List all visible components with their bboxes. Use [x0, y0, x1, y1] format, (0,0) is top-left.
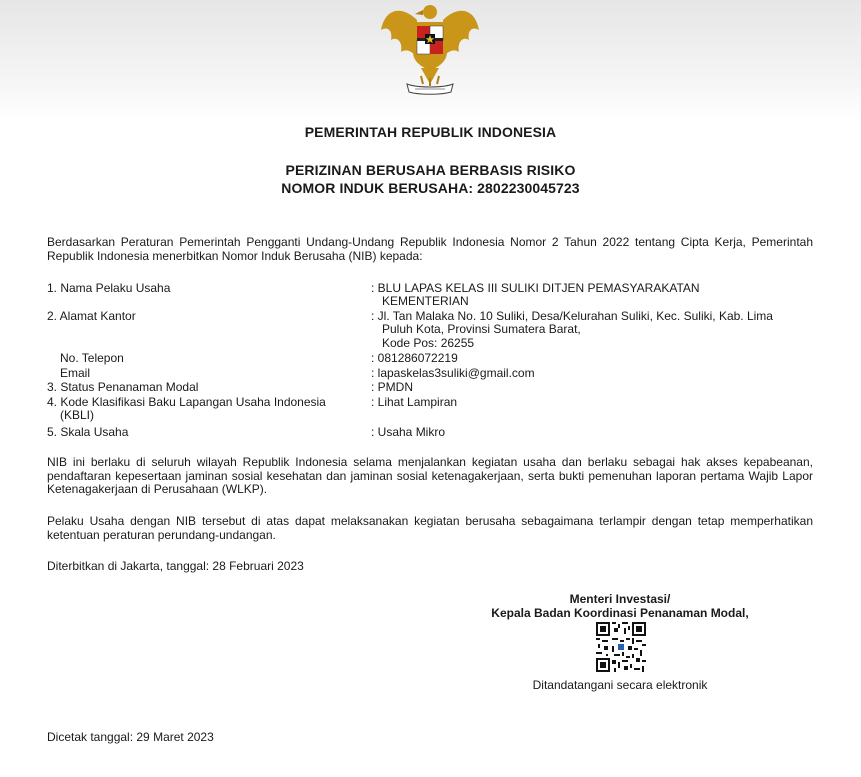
validity-paragraph: NIB ini berlaku di seluruh wilayah Republik Indonesia selama menjalankan kegiatan usaha dan berlaku sebagai hak akses kepabeanan, pendaftaran kepesertaan jaminan sosial kesehatan dan jaminan sosial ketenagakerjaan, serta bukti pemenuhan laporan pertama Wajib Lapor Ketenagakerjaan di Perusahaan (WLKP). — [47, 455, 813, 496]
postal-code-value: Kode Pos: 26255 — [382, 336, 475, 350]
garuda-pancasila-emblem — [377, 0, 483, 100]
nib-number: NOMOR INDUK BERUSAHA: 2802230045723 — [281, 180, 580, 196]
electronic-signature-note: Ditandatangani secara elektronik — [532, 678, 708, 692]
issued-date: Diterbitkan di Jakarta, tanggal: 28 Februari 2023 — [47, 559, 304, 573]
email-label: Email — [60, 366, 91, 380]
printed-date: Dicetak tanggal: 29 Maret 2023 — [47, 730, 214, 744]
business-scale-value: : Usaha Mikro — [371, 425, 446, 439]
intro-paragraph: Berdasarkan Peraturan Pemerintah Pengganti Undang-Undang Republik Indonesia Nomor 2 Tahun 2022 tentang Cipta Kerja, Pemerintah Republik Indonesia menerbitkan Nomor Induk Berusaha (NIB) kepada: — [47, 235, 813, 263]
business-name-value: : BLU LAPAS KELAS III SULIKI DITJEN PEMASYARAKATAN — [371, 281, 700, 295]
office-address-value-line2: Puluh Kota, Provinsi Sumatera Barat, — [382, 322, 581, 336]
kbli-value: : Lihat Lampiran — [371, 395, 458, 409]
permit-title: PERIZINAN BERUSAHA BERBASIS RISIKO — [285, 162, 576, 178]
kbli-label: 4. Kode Klasifikasi Baku Lapangan Usaha Indonesia — [47, 395, 326, 409]
signatory-title-line2: Kepala Badan Koordinasi Penanaman Modal, — [491, 606, 749, 620]
activity-paragraph: Pelaku Usaha dengan NIB tersebut di atas dapat melaksanakan kegiatan berusaha sebagaimana terlampir dengan tetap memperhatikan ketentuan peraturan perundang-undangan. — [47, 514, 813, 542]
signature-qr-code — [596, 622, 646, 672]
business-name-value-line2: KEMENTERIAN — [382, 294, 469, 308]
office-address-label: 2. Alamat Kantor — [47, 309, 136, 323]
phone-value: : 081286072219 — [371, 351, 458, 365]
kbli-label-line2: (KBLI) — [60, 408, 95, 422]
phone-label: No. Telepon — [60, 351, 124, 365]
signatory-title-line1: Menteri Investasi/ — [569, 592, 671, 606]
email-value: : lapaskelas3suliki@gmail.com — [371, 366, 535, 380]
office-address-value: : Jl. Tan Malaka No. 10 Suliki, Desa/Kelurahan Suliki, Kec. Suliki, Kab. Lima — [371, 309, 773, 323]
investment-status-label: 3. Status Penanaman Modal — [47, 380, 199, 394]
investment-status-value: : PMDN — [371, 380, 413, 394]
government-title: PEMERINTAH REPUBLIK INDONESIA — [304, 124, 557, 140]
business-scale-label: 5. Skala Usaha — [47, 425, 129, 439]
business-name-label: 1. Nama Pelaku Usaha — [47, 281, 171, 295]
